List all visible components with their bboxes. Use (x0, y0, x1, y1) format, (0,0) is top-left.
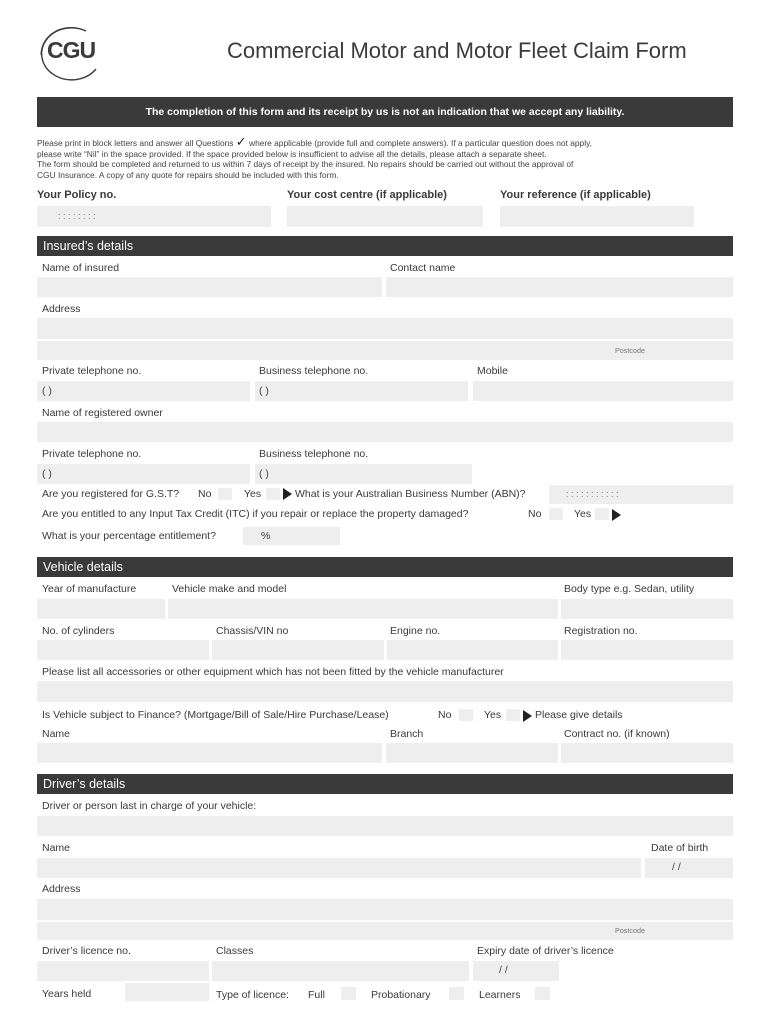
intro-line2: please write “Nil” in the space provided. If the space provided below is insufficient to advise all the details, please attach a separate sheet. (37, 148, 547, 159)
abn-separators: : : : : : : : : : : : (566, 489, 619, 499)
dob-separators: / / (672, 861, 681, 873)
itc-question: Are you entitled to any Input Tax Credit (ITC) if you repair or replace the property damaged? (42, 508, 469, 520)
gst-no-label: No (198, 488, 212, 500)
cost-centre-label: Your cost centre (if applicable) (287, 189, 447, 201)
branch-label: Branch (390, 728, 424, 740)
expiry-label: Expiry date of driver’s licence (477, 945, 614, 957)
contact-name-field[interactable] (386, 277, 733, 297)
contact-name-label: Contact name (390, 262, 456, 274)
entitlement-field[interactable] (243, 527, 340, 545)
vehicle-heading: Vehicle details (43, 560, 123, 574)
arrow-right-icon (523, 710, 532, 722)
intro-line4: CGU Insurance. A copy of any quote for repairs should be included with this form. (37, 169, 339, 180)
classes-label: Classes (216, 945, 254, 957)
licence-type-label: Type of licence: (216, 989, 289, 1001)
name-of-insured-label: Name of insured (42, 262, 120, 274)
reference-label: Your reference (if applicable) (500, 189, 651, 201)
chassis-label: Chassis/VIN no (216, 625, 289, 637)
private-tel2-field[interactable] (37, 464, 250, 484)
finance-yes-checkbox[interactable] (506, 709, 520, 721)
intro-line3: The form should be completed and returned to us within 7 days of receipt by the insured. No repairs should be carried out without the approval of (37, 159, 574, 169)
policy-no-label: Your Policy no. (37, 189, 117, 201)
driver-postcode-label: Postcode (615, 926, 645, 935)
chassis-field[interactable] (212, 640, 384, 660)
expiry-field[interactable] (473, 961, 559, 981)
cylinders-field[interactable] (37, 640, 209, 660)
liability-notice (37, 97, 733, 127)
learners-label: Learners (479, 989, 521, 1001)
arrow-right-icon (612, 509, 621, 521)
percent-sign: % (261, 530, 271, 542)
classes-field[interactable] (212, 961, 469, 981)
cost-centre-field[interactable] (287, 206, 483, 227)
private-tel-field[interactable] (37, 381, 250, 401)
gst-yes-label: Yes (244, 488, 262, 500)
cylinders-label: No. of cylinders (42, 625, 115, 637)
business-tel-field[interactable] (255, 381, 468, 401)
business-tel-label: Business telephone no. (259, 365, 369, 377)
intro-line1-b: where applicable (provide full and complete answers). If a particular question does not apply, (249, 138, 592, 148)
body-type-field[interactable] (561, 599, 733, 619)
intro-line1-a: Please print in block letters and answer all Questions (37, 138, 234, 148)
contract-field[interactable] (561, 743, 733, 763)
years-held-label: Years held (42, 988, 92, 1000)
business-tel2-label: Business telephone no. (259, 448, 369, 460)
probationary-checkbox[interactable] (449, 987, 464, 1000)
accessories-field[interactable] (37, 681, 733, 702)
checkmark-icon: ✓ (235, 134, 247, 149)
address-field-line1[interactable] (37, 318, 733, 339)
insured-section-header (37, 236, 733, 256)
learners-checkbox[interactable] (535, 987, 550, 1000)
dob-field[interactable] (645, 858, 733, 878)
business-tel2-area-code: ( ) (259, 468, 269, 480)
address-label: Address (42, 303, 81, 315)
itc-no-label: No (528, 508, 542, 520)
driver-section-header (37, 774, 733, 794)
policy-no-separators: : : : : : : : : (58, 211, 96, 221)
probationary-label: Probationary (371, 989, 431, 1001)
finance-no-checkbox[interactable] (459, 709, 473, 721)
registered-owner-field[interactable] (37, 422, 733, 442)
contract-label: Contract no. (if known) (564, 728, 670, 740)
arrow-right-icon (283, 488, 292, 500)
accessories-label: Please list all accessories or other equipment which has not been fitted by the vehicle manufacturer (42, 666, 504, 678)
business-tel2-field[interactable] (255, 464, 472, 484)
abn-question: What is your Australian Business Number (ABN)? (295, 488, 526, 500)
entitlement-question: What is your percentage entitlement? (42, 530, 216, 542)
engine-field[interactable] (387, 640, 558, 660)
reference-field[interactable] (500, 206, 694, 227)
engine-label: Engine no. (390, 625, 441, 637)
finance-no-label: No (438, 709, 452, 721)
name-of-insured-field[interactable] (37, 277, 382, 297)
licence-no-field[interactable] (37, 961, 209, 981)
years-held-field[interactable] (125, 983, 209, 1001)
gst-no-checkbox[interactable] (218, 488, 232, 500)
vehicle-section-header (37, 557, 733, 577)
expiry-separators: / / (499, 964, 508, 976)
registration-field[interactable] (561, 640, 733, 660)
driver-name-field[interactable] (37, 858, 641, 878)
dob-label: Date of birth (651, 842, 709, 854)
finance-name-field[interactable] (37, 743, 382, 763)
year-field[interactable] (37, 599, 165, 619)
insured-heading: Insured’s details (43, 239, 134, 253)
intro-instructions (37, 134, 727, 180)
itc-yes-label: Yes (574, 508, 592, 520)
itc-no-checkbox[interactable] (549, 508, 563, 520)
gst-yes-checkbox[interactable] (266, 488, 280, 500)
body-type-label: Body type e.g. Sedan, utility (564, 583, 695, 595)
make-model-field[interactable] (168, 599, 558, 619)
private-tel2-area-code: ( ) (42, 468, 52, 480)
logo-text: CGU (47, 37, 96, 63)
year-label: Year of manufacture (42, 583, 137, 595)
driver-address-line1[interactable] (37, 899, 733, 920)
full-checkbox[interactable] (341, 987, 356, 1000)
private-tel-label: Private telephone no. (42, 365, 142, 377)
driver-heading: Driver’s details (43, 777, 126, 791)
mobile-label: Mobile (477, 365, 508, 377)
full-label: Full (308, 989, 325, 1001)
registration-label: Registration no. (564, 625, 638, 637)
branch-field[interactable] (386, 743, 558, 763)
postcode-label: Postcode (615, 346, 645, 355)
itc-yes-checkbox[interactable] (595, 508, 609, 520)
driver-name-label: Name (42, 842, 71, 854)
finance-yes-label: Yes (484, 709, 502, 721)
private-tel-area-code: ( ) (42, 385, 52, 397)
finance-name-label: Name (42, 728, 71, 740)
driver-person-label: Driver or person last in charge of your vehicle: (42, 800, 257, 812)
form-title: Commercial Motor and Motor Fleet Claim Form (227, 38, 687, 63)
make-model-label: Vehicle make and model (172, 583, 287, 595)
registered-owner-label: Name of registered owner (42, 407, 163, 419)
driver-person-field[interactable] (37, 816, 733, 836)
finance-question: Is Vehicle subject to Finance? (Mortgage/Bill of Sale/Hire Purchase/Lease) (42, 709, 389, 721)
driver-address-label: Address (42, 883, 81, 895)
mobile-field[interactable] (473, 381, 733, 401)
notice-text: The completion of this form and its receipt by us is not an indication that we accept any liability. (145, 106, 625, 118)
gst-question: Are you registered for G.S.T? (42, 488, 180, 500)
private-tel2-label: Private telephone no. (42, 448, 142, 460)
licence-no-label: Driver’s licence no. (42, 945, 131, 957)
business-tel-area-code: ( ) (259, 385, 269, 397)
give-details-label: Please give details (535, 709, 623, 721)
